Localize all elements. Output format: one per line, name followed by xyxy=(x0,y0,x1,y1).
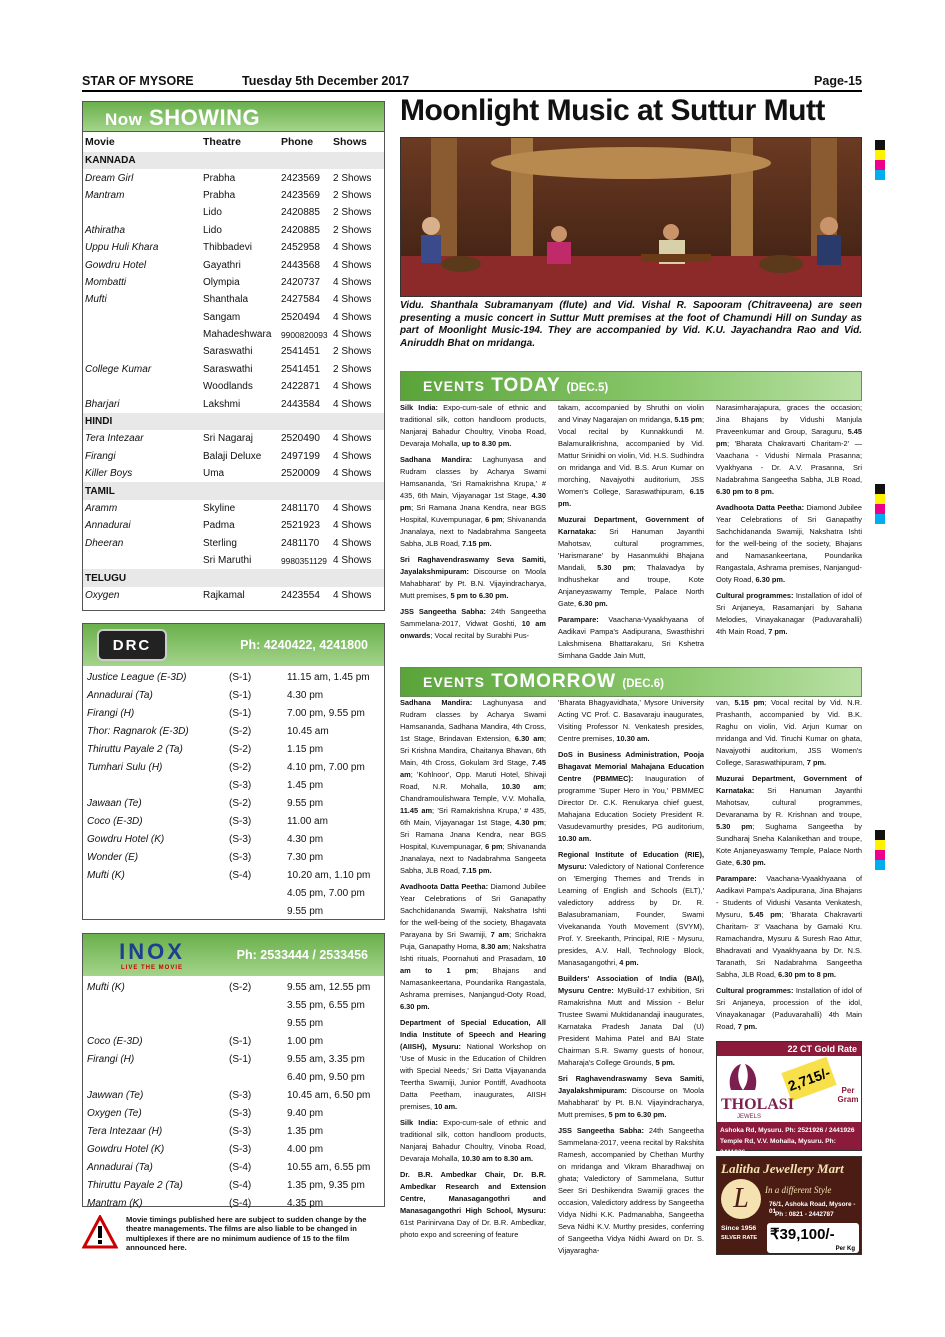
schedule-row: Annadurai (Ta) (S-4) 10.55 am, 6.55 pm xyxy=(87,1161,371,1173)
events-tomorrow-col-2: 'Bharata Bhagyavidhata,' Mysore University Acting VC Prof. C. Basavaraju inaugurates, Visiting Professor N. Venkatesh presides, Centre premises, 10.30 am. DoS in Business Administration, Pooja Bhagavat Memorial Mahajana Education Centre (PBMMEC): Inauguration of programme 'Super Hero in You,' PBMMEC Director Dr. C.K. Renukarya chief guest, Mahajana Education Society President R. Vasudevamurthy presides, PG auditorium, 10.30 am. Regional Institute of Education (RIE), Mysuru: Valedictory of National Conference on 'Emerging Themes and Trends in Learning of English and Schools (ELT),' valedictory address by Dr. R. Balasubramaniam, Founder, Swami Vivekananda Youth Movement (SVYM), Prof. Y. Sreekanth, Principal, RIE - Mysuru, presides, A.V. Hall, Technology Block, Manasagangothri, 4 pm. Builders' Association of India (BAI), Mysuru Centre: MyBuild-17 exhibition, Sri Ramakrishna Mutt and Mission - Belur Trustee Swami Muktidanandaji inaugurates, Karnataka Pradesh Janata Dal (U) President Mahima Patel and BAI State Chairman S.R. Swamy guests of honour, Maharaja's College Grounds, 5 pm. Sri Raghavendraswamy Seva Samiti, Jayalakshmipuram: Discourse on 'Moola Mahabharat' by Pt. B.N. Vijayindracharya, Mutt premises, 5 pm to 6.30 pm. JSS Sangeetha Sabha: 24th Sangeetha Sammelana-2017, veena recital by Rakshita Ramesh, accompanied by Chethan Murthy on mridanga and Vikram Bharadhwaj on ghata; Valedictory of Sammelana, Suttur Seer Sri Deshikendra Swamiji graces the occasion, Valedictory address by Sangeetha Vidya Nidhi K.K. Padmanabha, Sangeetha Seva Nidhi K.V. Murthy presides, conferring of Sangeetha Vidya Nidhi Award on Dr. S. Vijayaragha- xyxy=(558,698,704,1255)
language-section-row: TAMIL xyxy=(83,482,384,499)
photo-caption: Vidu. Shanthala Subramanyam (flute) and Vid. Vishal R. Sapooram (Chitraveena) are seen presenting a music concert in Suttur Mutt premises at the foot of Chamundi Hill on Sunday as part of Moonlight Music-194. They are accompanied by Vid. K.U. Jayachandra Rao and Vid. Aniruddh Bhat on mridanga. xyxy=(400,300,862,349)
schedule-row: Thiruttu Payale 2 (Ta) (S-4) 1.35 pm, 9.35 pm xyxy=(87,1179,365,1191)
schedule-row: 4.05 pm, 7.00 pm xyxy=(287,887,365,899)
peacock-logo-icon xyxy=(723,1060,763,1094)
table-row: Mombatti Olympia 2420737 4 Shows xyxy=(85,276,372,288)
schedule-row: Mantram (K) (S-4) 4.35 pm xyxy=(87,1197,324,1209)
table-header-row: Movie Theatre Phone Shows xyxy=(85,136,367,148)
now-showing-box xyxy=(82,101,385,611)
table-row: Lido 2420885 2 Shows xyxy=(203,207,372,219)
events-tomorrow-banner: EVENTS TOMORROW (DEC.6) xyxy=(400,667,862,697)
table-row: Bharjari Lakshmi 2443584 4 Shows xyxy=(85,398,372,410)
schedule-row: Thor: Ragnarok (E-3D) (S-2) 10.45 am xyxy=(87,725,329,737)
schedule-row: Mufti (K) (S-4) 10.20 am, 1.10 pm xyxy=(87,869,371,881)
page-number: Page-15 xyxy=(814,74,862,88)
events-today-col-2: takam, accompanied by Shruthi on violin and Vinay Nagarajan on mridanga, 5.15 pm; Vocal recital by Kunnakkundi M. Balamuralikrishna, accompanied by Vid. Mattur Srinidhi on violin, Vid. H.S. Sudhindra on mridanga and Vid. B.S. Arun Kumar on morching, Navajyothi auditorium, JSS Women's College, Saraswathipuram, 6.15 pm. Muzurai Department, Government of Karnataka: Sri Hanuman Jayanthi Mahotsav, cultural programmes, 'Harismarane' by Hasanmukhi Bhajana Mandali, 5.30 pm; Thalavadya by Indhushekar and troupe, Kote Anjaneyaswamy Temple, Palace North Gate, 6.30 pm. Parampare: Vaachana-Vyaakhyaana of Aadikavi Pampa's Aadipurana, Swasthishri Lakshmisena Bhattarakaru, Sri Kshetra Simhana Gadde Jain Mutt, xyxy=(558,403,704,660)
language-section-row: KANNADA xyxy=(83,152,384,169)
schedule-row: 6.40 pm, 9.50 pm xyxy=(287,1071,365,1083)
issue-date: Tuesday 5th December 2017 xyxy=(242,74,410,88)
schedule-row: Annadurai (Ta) (S-1) 4.30 pm xyxy=(87,689,324,701)
events-tomorrow-col-1: Sadhana Mandira: Laghunyasa and Rudram classes by Acharya Swami Hamsananda, Sadhana Mandira, 4th Cross, 1st Stage, Brindavan Extension, 6.30 am; Sri Krishna Mandira, Chaitanya Bhavan, 6th Main, 4th Cross, Gokulam 3rd Stage, 7.45 am; 'Kohlnoor', Opp. Maruti Hotel, Shivaji Road, N.R. Mohalla, 10.30 am; Chandramoulishwara Temple, V.V. Mohalla, 11.45 am; 'Sri Ramakrishna Krupa,' # 435, 6th Main, Vijayanagar 1st Stage, 4.30 pm; Sri Ramana Jnana Kendra, near BGS Hospital, Kuvempunagar, 6 pm; Shivananda Jnanalaya, next to Nadabrahma Sangeeta Sabha, JLB Road, 7.15 pm. Avadhoota Datta Peetha: Diamond Jubilee Year Celebrations of Sri Ganapathy Sachchidananda Swamiji, Nakshatra Ishti for the well-being of the society, Bhagavata Parayana by Sri Swamiji, 7 am; Srichakra Puja, Ganapathy Homa, 8.30 am; Nakshatra Ishti rituals, Poornahuti and Prasadam, 10 am to 1 pm; Bhajans and Namasankeertana, Poundarika Rangastala, Ashrama premises, Nanjangud-Ooty Road, 6.30 pm. Department of Special Education, All India Institute of Speech and Hearing (AIISH), Mysuru: National Workshop on 'Use of Music in the Education of Children with Special Needs,' Sri Datta Vijayananda Teertha Swamiji, Junior Pontiff, Avadhoota Datta Peetham, inaugurates, AIISH premises, 10 am. Silk India: Expo-cum-sale of ethnic and traditional silk, cotton handloom products, Nanjaraj Bahadur Choultry, Vinoba Road, Devaraja Mohalla, 10.30 am to 8.30 am. Dr. B.R. Ambedkar Chair, Dr. B.R. Ambedkar Research and Extension Centre, Manasagangothri and Manasagangothri High School, Mysuru: 61st Parinirvana Day of Dr. B.R. Ambedkar, photo expo and screening of feature xyxy=(400,698,546,1239)
drc-banner xyxy=(83,624,384,666)
language-section-row: TELUGU xyxy=(83,569,384,586)
schedule-row: (S-3) 1.45 pm xyxy=(229,779,324,791)
lalitha-jewellery-ad: Lalitha Jewellery Mart In a different Style L 76/1, Ashoka Road, Mysore - 01 Ph : 0821 - 2442787 Since 1956 SILVER RATE ₹39,100/- Per Kg xyxy=(716,1156,862,1255)
schedule-row: Jawwan (Te) (S-3) 10.45 am, 6.50 pm xyxy=(87,1089,371,1101)
warning-icon xyxy=(82,1215,118,1249)
schedule-row: Gowdru Hotel (K) (S-3) 4.30 pm xyxy=(87,833,324,845)
schedule-row: Coco (E-3D) (S-1) 1.00 pm xyxy=(87,1035,324,1047)
events-today-col-1: Silk India: Expo-cum-sale of ethnic and traditional silk, cotton handloom products, Nanjaraj Bahadur Choultry, Vinoba Road, Devaraja Mohalla, up to 8.30 pm. Sadhana Mandira: Laghunyasa and Rudram classes by Acharya Swami Hamsananda, 'Sri Ramakrishna Krupa,' # 435, 6th Main, Vijayanagar 1st Stage, 4.30 pm; Sri Ramana Jnana Kendra, near BGS Hospital, Kuvempunagar, 6 pm; Shivananda Jnanalaya, next to Nadabrahma Sangeeta Sabha, JLB Road, 7.15 pm. Sri Raghavendraswamy Seva Samiti, Jayalakshmipuram: Discourse on 'Moola Mahabharat' by Pt. B.N. Vijayindracharya, Mutt premises, 5 pm to 6.30 pm. JSS Sangeetha Sabha: 24th Sangeetha Sammelana-2017, Vidwat Goshti, 10 am onwards; Vocal recital by Surabhi Pus- xyxy=(400,403,546,640)
events-today-col-3: Narasimharajapura, graces the occasion; Jina Bhajans by Vidushi Manjula Praveenkumar and Group, Saraguru, 5.45 pm; 'Bharata Chakravarti Charitam-2' — Vaachana - Vidushi Nirmala Prasanna; Vyakhyana - Dr. A.V. Prasanna, Sri Nadabrahma Sangeetha Sabha, JLB Road, 6.30 pm to 8 pm. Avadhoota Datta Peetha: Diamond Jubilee Year Celebrations of Sri Ganapathy Sachchidananda Swamiji, Nakshatra Ishti for the well-being of the society, Bhajans and Namasankeertana, Poundarika Rangastala, Ashrama premises, Nanjangud-Ooty Road, 6.30 pm. Cultural programmes: Installation of idol of Sri Anjaneya, Rasamanjari by Sahana Melodies, Vinayakanagar (Paduvarahalli) 4th Main Road, 7 pm. xyxy=(716,403,862,636)
table-row: Saraswathi 2541451 2 Shows xyxy=(203,346,372,358)
table-row: Aramm Skyline 2481170 4 Shows xyxy=(85,503,372,514)
article-headline: Moonlight Music at Suttur Mutt xyxy=(400,94,825,127)
drc-schedule-box xyxy=(82,623,385,920)
schedule-row: Tumhari Sulu (H) (S-2) 4.10 pm, 7.00 pm xyxy=(87,761,365,773)
schedule-row: Justice League (E-3D) (S-1) 11.15 am, 1.45 pm xyxy=(87,671,370,683)
table-row: Killer Boys Uma 2520009 4 Shows xyxy=(85,468,372,480)
table-row: Firangi Balaji Deluxe 2497199 4 Shows xyxy=(85,450,372,462)
schedule-row: 9.55 pm xyxy=(287,1017,324,1029)
table-row: Annadurai Padma 2521923 4 Shows xyxy=(85,520,372,532)
schedule-row: Coco (E-3D) (S-3) 11.00 am xyxy=(87,815,328,827)
table-row: Sangam 2520494 4 Shows xyxy=(203,311,372,323)
now-showing-title: Now SHOWING xyxy=(83,102,384,132)
schedule-row: Jawaan (Te) (S-2) 9.55 pm xyxy=(87,797,324,809)
lalitha-logo-icon: L xyxy=(721,1179,761,1219)
tholasi-jewels-ad: 22 CT Gold Rate 2,715/- Per Gram THOLASI JEWELS Ashoka Rd, Mysuru. Ph: 2521926 / 2441926 Temple Rd, V.V. Mohalla, Mysuru. Ph: 2411926 xyxy=(716,1041,862,1151)
newspaper-name: STAR OF MYSORE xyxy=(82,74,194,88)
table-row: Uppu Huli Khara Thibbadevi 2452958 4 Shows xyxy=(85,242,372,254)
drc-logo: DRC xyxy=(97,629,167,661)
schedule-row: Thiruttu Payale 2 (Ta) (S-2) 1.15 pm xyxy=(87,743,324,755)
table-row: Sri Maruthi 9980351129 4 Shows xyxy=(203,555,372,567)
table-row: Gowdru Hotel Gayathri 2443568 4 Shows xyxy=(85,259,372,271)
inox-schedule-box xyxy=(82,933,385,1207)
schedule-row: 9.55 pm xyxy=(287,905,324,917)
timings-disclaimer: Movie timings published here are subject to sudden change by the theatre managements. The films are also liable to be changed in multiplexes if there are no minimum audience of 15 to the film announced here. xyxy=(82,1213,385,1255)
color-registration-strip xyxy=(875,830,885,870)
inox-logo: INOX LIVE THE MOVIE xyxy=(119,939,185,971)
schedule-row: Tera Intezaar (H) (S-3) 1.35 pm xyxy=(87,1125,324,1137)
table-row: Mantram Prabha 2423569 2 Shows xyxy=(85,189,372,201)
inox-banner xyxy=(83,934,384,976)
page-header xyxy=(82,72,862,92)
color-registration-strip xyxy=(875,484,885,524)
now-showing-table xyxy=(83,132,384,604)
schedule-row: Firangi (H) (S-1) 9.55 am, 3.35 pm xyxy=(87,1053,365,1065)
schedule-row: Gowdru Hotel (K) (S-3) 4.00 pm xyxy=(87,1143,324,1155)
table-row: Mufti Shanthala 2427584 4 Shows xyxy=(85,294,372,306)
table-row: Oxygen Rajkamal 2423554 4 Shows xyxy=(85,589,372,601)
language-section-row: HINDI xyxy=(83,413,384,430)
inox-phone: Ph: 2533444 / 2533456 xyxy=(236,948,368,962)
table-row: Mahadeshwara 9900820093 4 Shows xyxy=(203,329,372,341)
table-row: Dream Girl Prabha 2423569 2 Shows xyxy=(85,172,372,184)
table-row: Dheeran Sterling 2481170 4 Shows xyxy=(85,537,372,549)
color-registration-strip xyxy=(875,140,885,180)
schedule-row: Firangi (H) (S-1) 7.00 pm, 9.55 pm xyxy=(87,707,365,719)
schedule-row: 3.55 pm, 6.55 pm xyxy=(287,999,365,1011)
table-row: College Kumar Saraswathi 2541451 2 Shows xyxy=(85,363,372,375)
table-row: Woodlands 2422871 4 Shows xyxy=(203,381,372,393)
events-tomorrow-col-3: van, 5.15 pm; Vocal recital by Vid. N.R. Prashanth, accompanied by Vid. B.K. Raghu on violin, Vid. Arjun Kumar on mridanga and Vid. Tiruchi Kumar on ghata, Navajyothi auditorium, JSS Women's College, Saraswathipuram, 7 pm. Muzurai Department, Government of Karnataka: Sri Hanuman Jayanthi Mahotsav, cultural programmes, Devaranama by R. Krishnan and troupe, 5.30 pm; Sughama Sangeetha by Sundharaj Sneha Kalanikethan and troupe, Kote Anjaneyaswamy Temple, Palace North Gate, 6.30 pm. Parampare: Vaachana-Vyaakhyaana of Aadikavi Pampa's Aadipurana, Jina Bhajans - Students of Vidushi Vasanta Venkatesh, Mysuru, 5.45 pm; 'Bharata Chakravarti Charitam- 3' Vaachana by Gamaki Kru. Ramachandra, Mysuru & Suresh Rao Attur, Bhadravati and Vyaakhyaana by Dr. N.S. Taranath, Sri Nadabrahma Sangeetha Sabha, JLB Road, 6.30 pm to 8 pm. Cultural programmes: Installation of idol of Sri Anjaneya, procession of the idol, Vinayakanagar (Paduvarahalli) 4th Main Road, 7 pm. xyxy=(716,698,862,1031)
schedule-row: Wonder (E) (S-3) 7.30 pm xyxy=(87,851,324,863)
table-row: Tera Intezaar Sri Nagaraj 2520490 4 Shows xyxy=(85,433,372,445)
schedule-row: Mufti (K) (S-2) 9.55 am, 12.55 pm xyxy=(87,981,371,993)
concert-photo xyxy=(400,137,862,297)
table-row: Athiratha Lido 2420885 2 Shows xyxy=(85,224,372,236)
schedule-row: Oxygen (Te) (S-3) 9.40 pm xyxy=(87,1107,324,1119)
events-today-columns xyxy=(400,402,862,660)
events-today-banner: EVENTS TODAY (DEC.5) xyxy=(400,371,862,401)
drc-phone: Ph: 4240422, 4241800 xyxy=(240,638,368,652)
